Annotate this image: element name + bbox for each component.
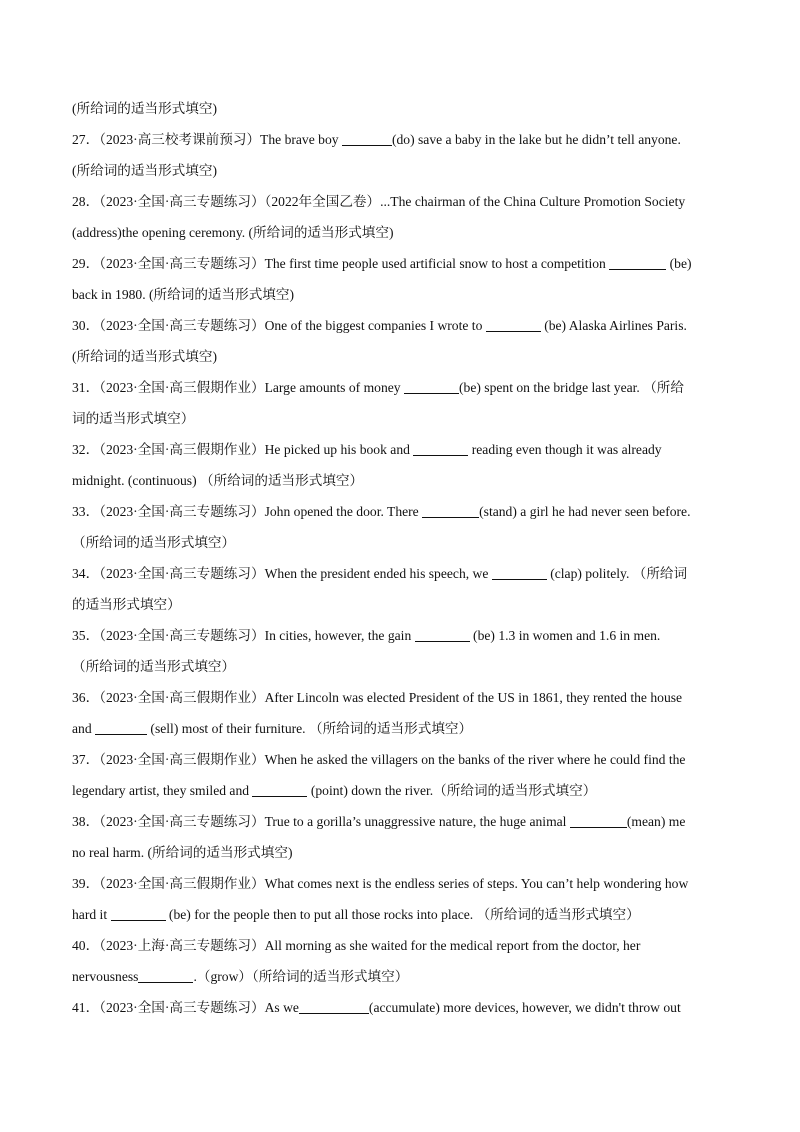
question-text: reading even though it was already	[468, 442, 662, 457]
question-text: (be) for the people then to put all those rocks into place. （所给词的适当形式填空）	[165, 907, 640, 922]
text-line: (所给词的适当形式填空)	[72, 101, 217, 116]
question-text: 38．（2023·全国·高三专题练习）True to a gorilla’s unaggressive nature, the huge animal	[72, 814, 570, 829]
question-33	[72, 496, 732, 527]
answer-blank[interactable]	[342, 131, 392, 146]
text-line	[72, 713, 732, 744]
question-35	[72, 620, 732, 651]
question-34	[72, 558, 732, 589]
text-line: (所给词的适当形式填空)	[72, 349, 217, 364]
question-text: legendary artist, they smiled and	[72, 783, 253, 798]
question-38	[72, 806, 732, 837]
answer-blank[interactable]	[570, 813, 627, 828]
text-line	[72, 899, 732, 930]
question-39: 39．（2023·全国·高三假期作业）What comes next is the endless series of steps. You can’t help wondering how	[72, 876, 689, 891]
question-text: nervousness	[72, 969, 139, 984]
text-line: （所给词的适当形式填空）	[72, 659, 236, 674]
question-text: and	[72, 721, 96, 736]
question-text: .（grow）（所给词的适当形式填空）	[193, 969, 409, 984]
question-text: (do) save a baby in the lake but he didn’t tell anyone.	[391, 132, 681, 147]
question-text: 31．（2023·全国·高三假期作业）Large amounts of money	[72, 380, 404, 395]
answer-blank[interactable]	[422, 503, 479, 518]
text-line: midnight. (continuous) （所给词的适当形式填空）	[72, 473, 364, 488]
question-32	[72, 434, 732, 465]
answer-blank[interactable]	[111, 906, 166, 921]
answer-blank[interactable]	[415, 627, 470, 642]
document-page	[72, 93, 732, 1023]
question-37: 37．（2023·全国·高三假期作业）When he asked the villagers on the banks of the river where he could find the	[72, 752, 686, 767]
question-30	[72, 310, 732, 341]
question-text: 27．（2023·高三校考课前预习）The brave boy	[72, 132, 342, 147]
question-text: 35．（2023·全国·高三专题练习）In cities, however, the gain	[72, 628, 415, 643]
answer-blank[interactable]	[138, 968, 193, 983]
question-text: (be) 1.3 in women and 1.6 in men.	[469, 628, 661, 643]
question-text: (mean) me	[626, 814, 686, 829]
question-text: (accumulate) more devices, however, we didn't throw out	[368, 1000, 681, 1015]
question-text: hard it	[72, 907, 111, 922]
question-text: 30．（2023·全国·高三专题练习）One of the biggest companies I wrote to	[72, 318, 486, 333]
answer-blank[interactable]	[252, 782, 307, 797]
question-31	[72, 372, 732, 403]
question-text: (stand) a girl he had never seen before.	[479, 504, 691, 519]
question-text: (be) spent on the bridge last year. （所给	[459, 380, 684, 395]
text-line: back in 1980. (所给词的适当形式填空)	[72, 287, 295, 302]
text-line: no real harm. (所给词的适当形式填空)	[72, 845, 293, 860]
question-36: 36．（2023·全国·高三假期作业）After Lincoln was elected President of the US in 1861, they rented the house	[72, 690, 683, 705]
answer-blank[interactable]	[609, 255, 666, 270]
question-text: (point) down the river.（所给词的适当形式填空）	[307, 783, 597, 798]
text-line	[72, 961, 732, 992]
question-29	[72, 248, 732, 279]
question-text: (be)	[666, 256, 692, 271]
text-line	[72, 775, 732, 806]
question-text: 29．（2023·全国·高三专题练习）The first time people used artificial snow to host a competition	[72, 256, 610, 271]
question-text: (be) Alaska Airlines Paris.	[540, 318, 687, 333]
text-line: （所给词的适当形式填空）	[72, 535, 236, 550]
question-text: 32．（2023·全国·高三假期作业）He picked up his book and	[72, 442, 414, 457]
question-28: 28．（2023·全国·高三专题练习）（2022年全国乙卷）...The chairman of the China Culture Promotion Society	[72, 194, 686, 209]
question-text: 41．（2023·全国·高三专题练习）As we	[72, 1000, 299, 1015]
question-text: (sell) most of their furniture. （所给词的适当形式填空）	[147, 721, 473, 736]
question-text: (clap) politely. （所给词	[546, 566, 688, 581]
answer-blank[interactable]	[299, 999, 369, 1014]
text-line: (所给词的适当形式填空)	[72, 163, 217, 178]
text-line: (address)the opening ceremony. (所给词的适当形式填空)	[72, 225, 394, 240]
question-text: 33．（2023·全国·高三专题练习）John opened the door. There	[72, 504, 423, 519]
text-line: 词的适当形式填空）	[72, 411, 195, 426]
answer-blank[interactable]	[404, 379, 459, 394]
answer-blank[interactable]	[413, 441, 468, 456]
text-line: 的适当形式填空）	[72, 597, 181, 612]
answer-blank[interactable]	[492, 565, 547, 580]
question-41	[72, 992, 732, 1023]
question-40: 40．（2023·上海·高三专题练习）All morning as she waited for the medical report from the doctor, her	[72, 938, 641, 953]
question-27	[72, 124, 732, 155]
answer-blank[interactable]	[95, 720, 147, 735]
question-text: 34．（2023·全国·高三专题练习）When the president ended his speech, we	[72, 566, 492, 581]
answer-blank[interactable]	[486, 317, 541, 332]
